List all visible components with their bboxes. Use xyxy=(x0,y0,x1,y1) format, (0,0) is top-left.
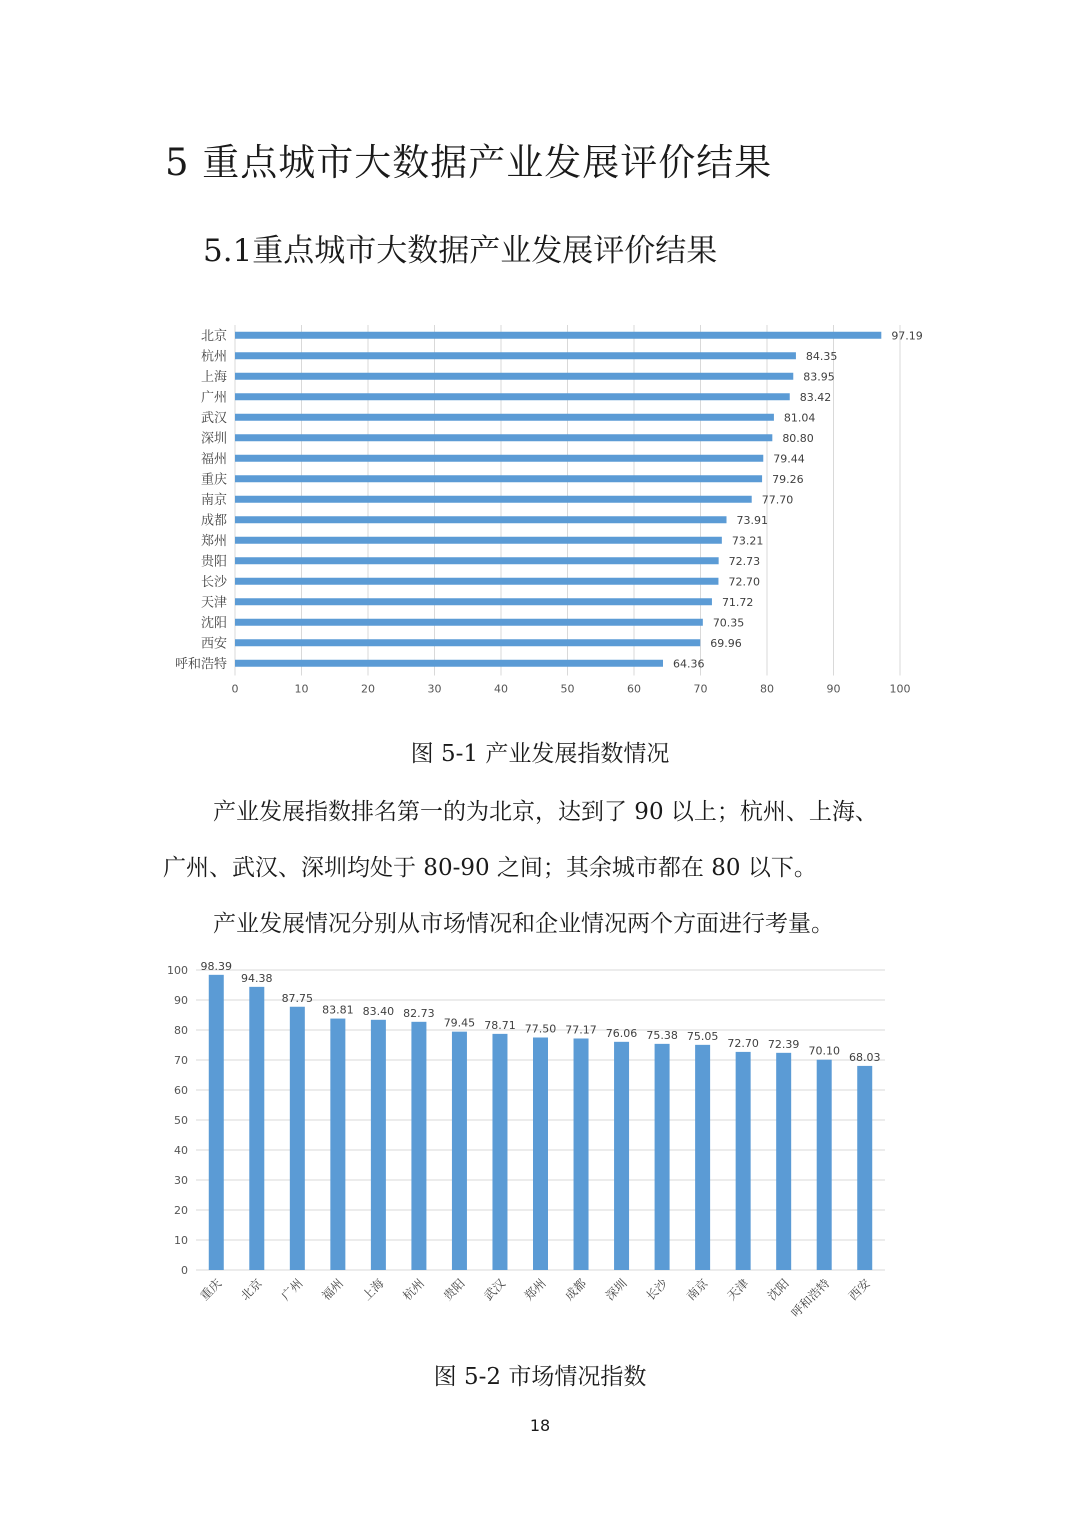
category-label: 南京 xyxy=(683,1276,711,1304)
category-label: 沈阳 xyxy=(200,615,227,631)
data-label: 72.70 xyxy=(727,1036,759,1050)
y-tick-label: 100 xyxy=(167,964,188,977)
bar xyxy=(857,1066,872,1270)
bar xyxy=(452,1032,467,1270)
bar xyxy=(249,987,264,1270)
bar xyxy=(235,475,762,482)
x-tick-label: 40 xyxy=(494,682,508,696)
data-label: 97.19 xyxy=(891,329,923,343)
category-label: 上海 xyxy=(200,369,227,385)
bar xyxy=(235,373,793,380)
bar xyxy=(695,1045,710,1270)
data-label: 70.10 xyxy=(808,1044,840,1058)
category-label: 福州 xyxy=(200,451,227,467)
bar xyxy=(235,619,703,626)
bar xyxy=(235,434,772,441)
category-label: 北京 xyxy=(200,328,227,344)
bar xyxy=(776,1053,791,1270)
bar xyxy=(655,1044,670,1270)
y-tick-label: 60 xyxy=(174,1084,188,1097)
category-label: 贵阳 xyxy=(200,554,227,570)
data-label: 77.17 xyxy=(565,1023,597,1037)
y-tick-label: 80 xyxy=(174,1024,188,1037)
category-label: 深圳 xyxy=(200,431,227,447)
data-label: 80.80 xyxy=(782,431,814,445)
category-label: 长沙 xyxy=(200,574,227,590)
category-label: 成都 xyxy=(562,1276,590,1304)
data-label: 81.04 xyxy=(783,411,816,425)
figure2-caption: 图 5-2 市场情况指数 xyxy=(433,1364,647,1390)
data-label: 79.44 xyxy=(773,452,805,466)
x-tick-label: 80 xyxy=(760,682,774,696)
x-tick-label: 60 xyxy=(627,682,641,696)
category-label: 武汉 xyxy=(481,1276,509,1304)
category-label: 郑州 xyxy=(200,533,227,549)
bar xyxy=(736,1052,751,1270)
y-tick-label: 50 xyxy=(174,1114,188,1127)
y-tick-label: 0 xyxy=(181,1264,188,1277)
bar xyxy=(330,1019,345,1270)
section-heading: 5 重点城市大数据产业发展评价结果 xyxy=(165,141,773,184)
x-tick-label: 0 xyxy=(231,682,239,696)
category-label: 郑州 xyxy=(521,1276,549,1304)
category-label: 福州 xyxy=(319,1276,346,1304)
data-label: 94.38 xyxy=(241,971,273,985)
bar xyxy=(235,414,774,421)
data-label: 83.40 xyxy=(362,1004,395,1018)
category-label: 重庆 xyxy=(200,472,227,488)
data-label: 72.73 xyxy=(728,554,761,568)
data-label: 79.45 xyxy=(443,1016,476,1030)
category-label: 贵阳 xyxy=(440,1276,468,1304)
y-tick-label: 10 xyxy=(174,1234,188,1247)
data-label: 98.39 xyxy=(200,959,233,973)
bar xyxy=(235,393,790,400)
category-label: 沈阳 xyxy=(764,1276,792,1304)
data-label: 72.70 xyxy=(728,575,760,589)
data-label: 79.26 xyxy=(772,472,804,486)
bar xyxy=(235,332,881,339)
category-label: 呼和浩特 xyxy=(788,1276,833,1321)
category-label: 杭州 xyxy=(200,349,227,365)
category-label: 天津 xyxy=(200,595,227,611)
market-index-chart xyxy=(160,955,900,1345)
data-label: 75.38 xyxy=(646,1028,678,1042)
data-label: 73.21 xyxy=(731,534,764,548)
category-label: 上海 xyxy=(359,1276,387,1304)
category-label: 西安 xyxy=(845,1276,873,1304)
data-label: 82.73 xyxy=(403,1006,435,1020)
x-tick-label: 70 xyxy=(693,682,708,696)
y-tick-label: 20 xyxy=(174,1204,188,1217)
bar xyxy=(235,660,663,667)
category-label: 天津 xyxy=(724,1276,752,1304)
y-tick-label: 30 xyxy=(174,1174,188,1187)
data-label: 69.96 xyxy=(710,636,742,650)
data-label: 64.36 xyxy=(672,657,705,671)
bar xyxy=(235,578,718,585)
category-label: 深圳 xyxy=(602,1276,630,1304)
paragraph-1-line-2: 广州、武汉、深圳均处于 80-90 之间；其余城市都在 80 以下。 xyxy=(163,855,817,881)
x-tick-label: 90 xyxy=(826,682,841,696)
category-label: 西安 xyxy=(200,636,227,652)
category-label: 重庆 xyxy=(197,1276,225,1304)
x-tick-label: 10 xyxy=(294,682,309,696)
y-tick-label: 70 xyxy=(174,1054,188,1067)
data-label: 76.06 xyxy=(605,1026,638,1040)
x-tick-label: 100 xyxy=(889,682,911,696)
bar xyxy=(411,1022,426,1270)
bar xyxy=(235,537,722,544)
category-label: 南京 xyxy=(200,492,227,508)
data-label: 87.75 xyxy=(281,991,314,1005)
subsection-heading: 5.1重点城市大数据产业发展评价结果 xyxy=(203,233,718,269)
data-label: 83.42 xyxy=(799,390,832,404)
bar xyxy=(235,598,712,605)
bar xyxy=(209,975,224,1270)
bar xyxy=(574,1038,589,1270)
bar xyxy=(533,1038,548,1271)
bar xyxy=(235,496,752,503)
y-tick-label: 40 xyxy=(174,1144,188,1157)
bar xyxy=(614,1042,629,1270)
data-label: 83.95 xyxy=(803,370,835,384)
category-label: 杭州 xyxy=(400,1276,428,1304)
data-label: 73.91 xyxy=(736,513,769,527)
data-label: 71.72 xyxy=(721,595,754,609)
x-tick-label: 50 xyxy=(560,682,575,696)
data-label: 77.70 xyxy=(761,493,794,507)
data-label: 84.35 xyxy=(805,349,838,363)
y-tick-label: 90 xyxy=(174,994,188,1007)
category-label: 广州 xyxy=(200,390,227,406)
data-label: 77.50 xyxy=(524,1022,557,1036)
x-tick-label: 30 xyxy=(427,682,442,696)
category-label: 北京 xyxy=(238,1276,265,1304)
bar xyxy=(492,1034,507,1270)
category-label: 成都 xyxy=(200,513,227,529)
bar xyxy=(235,455,763,462)
figure1-caption: 图 5-1 产业发展指数情况 xyxy=(410,741,670,767)
bar xyxy=(235,516,727,523)
category-label: 呼和浩特 xyxy=(174,656,227,672)
data-label: 75.05 xyxy=(686,1029,719,1043)
bar xyxy=(290,1007,305,1270)
paragraph-1-line-1: 产业发展指数排名第一的为北京，达到了 90 以上；杭州、上海、 xyxy=(213,799,878,825)
bar xyxy=(817,1060,832,1270)
category-label: 长沙 xyxy=(643,1276,671,1304)
paragraph-2: 产业发展情况分别从市场情况和企业情况两个方面进行考量。 xyxy=(213,911,834,937)
bar xyxy=(235,639,700,646)
page-number: 18 xyxy=(529,1416,551,1435)
data-label: 78.71 xyxy=(484,1018,516,1032)
industry-index-chart xyxy=(160,320,940,710)
data-label: 68.03 xyxy=(848,1050,881,1064)
category-label: 武汉 xyxy=(200,410,227,426)
x-tick-label: 20 xyxy=(361,682,375,696)
bar xyxy=(235,352,796,359)
data-label: 70.35 xyxy=(712,616,745,630)
data-label: 83.81 xyxy=(322,1003,354,1017)
data-label: 72.39 xyxy=(767,1037,800,1051)
category-label: 广州 xyxy=(278,1276,306,1304)
bar xyxy=(371,1020,386,1270)
bar xyxy=(235,557,719,564)
